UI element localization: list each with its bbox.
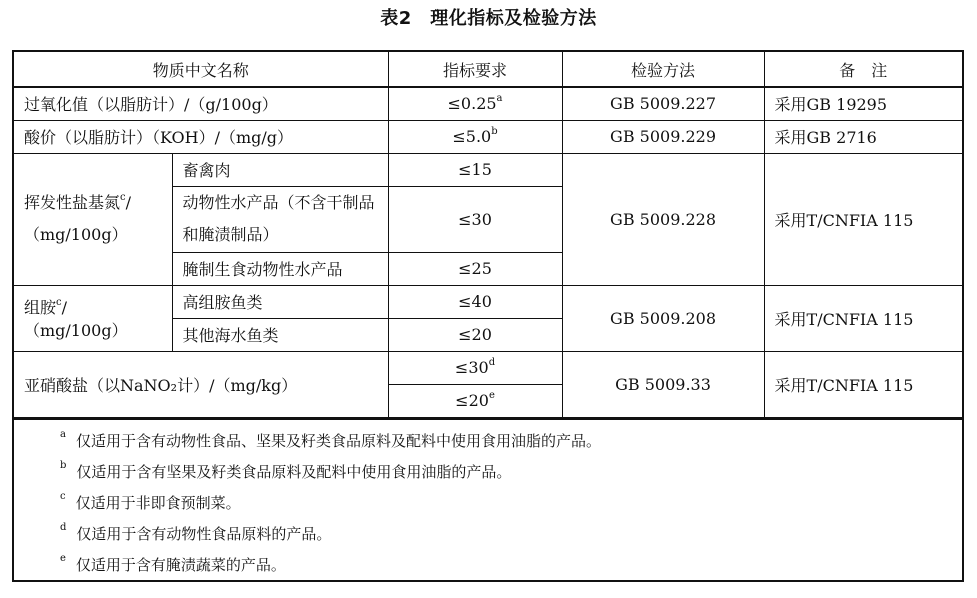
peroxide-requirement [388, 87, 562, 120]
tvbn-name-main: 挥发性盐基氮 [24, 193, 121, 212]
histamine-method: GB 5009.208 [562, 285, 764, 351]
table-row [14, 87, 962, 120]
acid-remark: 采用GB 2716 [764, 120, 962, 153]
histamine-name-main: 组胺 [24, 298, 57, 317]
header-requirement: 指标要求 [388, 52, 562, 87]
footnote-text: 仅适用于含有动物性食品、坚果及籽类食品原料及配料中使用食用油脂的产品。 [75, 431, 601, 450]
histamine-remark: 采用T/CNFIA 115 [764, 285, 962, 351]
table-header-row [14, 52, 962, 87]
tvbn-sub-raw-aquatic: 腌制生食动物性水产品 [172, 252, 388, 285]
spec-table-frame [12, 50, 964, 582]
histamine-sub-high: 高组胺鱼类 [172, 285, 388, 318]
footnote-mark: d [60, 521, 67, 533]
nitrite-name: 亚硝酸盐（以NaNO₂计）/（mg/kg） [14, 351, 388, 417]
table-row [14, 285, 962, 318]
footnote-ref-a: a [496, 92, 503, 104]
footnote-ref-b: b [491, 125, 498, 137]
requirement-value: ≤5.0 [452, 127, 492, 146]
header-method: 检验方法 [562, 52, 764, 87]
histamine-req-other: ≤20 [388, 318, 562, 351]
tvbn-sub-aquatic: 动物性水产品（不含干制品和腌渍制品） [172, 186, 388, 252]
peroxide-name: 过氧化值（以脂肪计）/（g/100g） [14, 87, 388, 120]
requirement-value: ≤30 [454, 358, 489, 377]
footnote-ref-d: d [488, 356, 496, 368]
nitrite-req-1 [388, 351, 562, 384]
table-row [14, 351, 962, 384]
tvbn-name-slash: / [125, 193, 132, 212]
tvbn-remark: 采用T/CNFIA 115 [764, 153, 962, 285]
requirement-value: ≤20 [455, 391, 489, 410]
tvbn-req-raw-aquatic: ≤25 [388, 252, 562, 285]
footnote-mark: e [60, 552, 66, 564]
footnotes [14, 418, 962, 581]
footnote-item [60, 426, 962, 457]
nitrite-req-2 [388, 384, 562, 417]
table-row [14, 120, 962, 153]
peroxide-method: GB 5009.227 [562, 87, 764, 120]
tvbn-method: GB 5009.228 [562, 153, 764, 285]
footnote-text: 仅适用于含有腌渍蔬菜的产品。 [75, 555, 286, 574]
acid-requirement [388, 120, 562, 153]
footnote-ref-c: c [120, 191, 126, 203]
tvbn-req-livestock: ≤15 [388, 153, 562, 186]
table-title: 表2 理化指标及检验方法 [380, 8, 597, 29]
peroxide-remark: 采用GB 19295 [764, 87, 962, 120]
tvbn-name [14, 153, 172, 285]
tvbn-name-unit: （mg/100g） [24, 225, 128, 244]
footnote-ref-c: c [56, 296, 62, 308]
histamine-sub-other: 其他海水鱼类 [172, 318, 388, 351]
table-row [14, 153, 962, 186]
header-name: 物质中文名称 [14, 52, 388, 87]
footnote-text: 仅适用于含有坚果及籽类食品原料及配料中使用食用油脂的产品。 [76, 462, 512, 481]
histamine-name-unit: /（mg/100g） [24, 298, 128, 340]
header-remark: 备 注 [764, 52, 962, 87]
nitrite-method: GB 5009.33 [562, 351, 764, 417]
footnote-item [60, 457, 962, 488]
footnote-mark: c [60, 490, 66, 502]
acid-method: GB 5009.229 [562, 120, 764, 153]
histamine-req-high: ≤40 [388, 285, 562, 318]
footnote-text: 仅适用于非即食预制菜。 [75, 493, 241, 512]
footnote-item [60, 488, 962, 519]
footnote-item [60, 550, 962, 581]
nitrite-remark: 采用T/CNFIA 115 [764, 351, 962, 417]
footnote-ref-e: e [488, 389, 495, 401]
requirement-value: ≤0.25 [447, 94, 497, 114]
footnote-text: 仅适用于含有动物性食品原料的产品。 [76, 524, 332, 543]
acid-name: 酸价（以脂肪计）（KOH）/（mg/g） [14, 120, 388, 153]
histamine-name [14, 285, 172, 351]
footnote-mark: a [60, 428, 66, 440]
footnote-mark: b [60, 459, 67, 471]
spec-table [14, 52, 962, 418]
footnote-item [60, 519, 962, 550]
tvbn-sub-livestock: 畜禽肉 [172, 153, 388, 186]
tvbn-req-aquatic: ≤30 [388, 186, 562, 252]
